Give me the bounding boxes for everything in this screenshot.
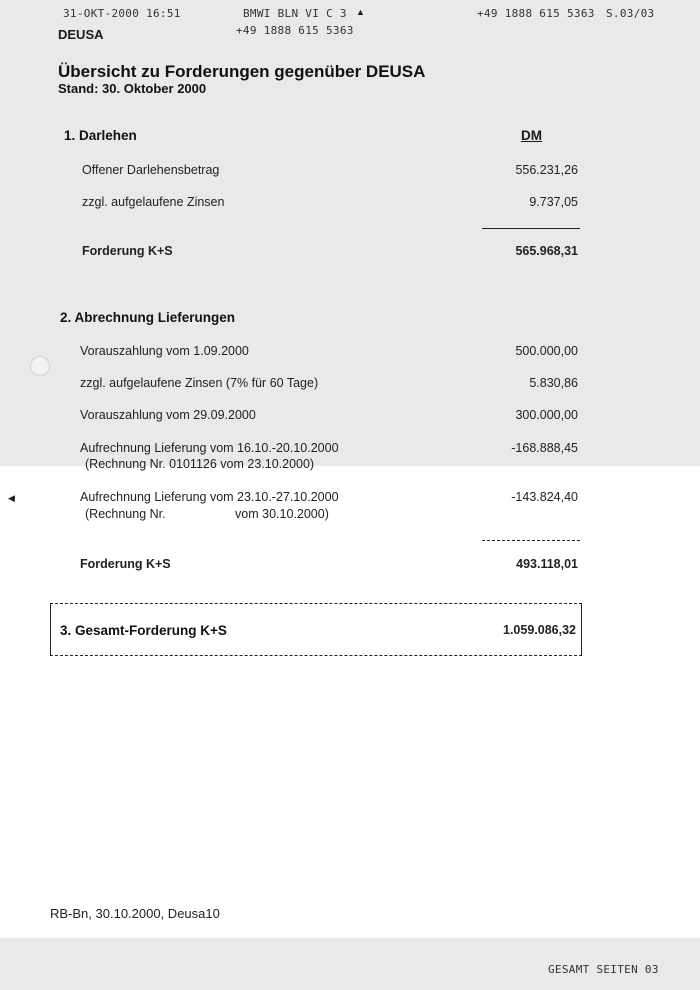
section3-heading: 3. Gesamt-Forderung K+S <box>60 623 227 638</box>
section2-row-label: Aufrechnung Lieferung vom 16.10.-20.10.2000 <box>80 441 339 455</box>
section1-row-amount: 9.737,05 <box>529 195 578 209</box>
currency-label: DM <box>521 128 542 143</box>
page-title: Übersicht zu Forderungen gegenüber DEUSA <box>58 62 426 81</box>
fax-total-pages: GESAMT SEITEN 03 <box>548 963 659 976</box>
section1-total-label: Forderung K+S <box>82 244 173 258</box>
fax-page-indicator: S.03/03 <box>606 7 655 20</box>
fax-date-time: 31-OKT-2000 16:51 <box>63 7 181 20</box>
section2-row-label: zzgl. aufgelaufene Zinsen (7% für 60 Tage) <box>80 376 319 390</box>
section2-row-amount: -143.824,40 <box>511 490 578 504</box>
section1-heading: 1. Darlehen <box>64 128 137 143</box>
section2-row-label: Aufrechnung Lieferung vom 23.10.-27.10.2000 <box>80 490 339 504</box>
section2-row-note: (Rechnung Nr. vom 30.10.2000) <box>85 507 329 521</box>
fax-sender-number-right: +49 1888 615 5363 <box>477 7 595 20</box>
section2-row-amount: 500.000,00 <box>515 344 578 358</box>
section2-row-amount: 5.830,86 <box>529 376 578 390</box>
margin-arrow-icon: ◀ <box>8 493 15 503</box>
section1-row-label: zzgl. aufgelaufene Zinsen <box>82 195 225 209</box>
section1-row-amount: 556.231,26 <box>515 163 578 177</box>
section1-total-amount: 565.968,31 <box>515 244 578 258</box>
section2-total-amount: 493.118,01 <box>516 557 578 571</box>
document-reference: RB-Bn, 30.10.2000, Deusa10 <box>50 906 220 921</box>
fax-marker-icon: ▲ <box>356 7 365 17</box>
fax-sender-number: +49 1888 615 5363 <box>236 24 354 37</box>
section2-row-label: Vorauszahlung vom 29.09.2000 <box>80 408 256 422</box>
subtotal-rule <box>482 540 580 541</box>
section3-amount: 1.059.086,32 <box>503 623 576 637</box>
page-subtitle: Stand: 30. Oktober 2000 <box>58 81 207 96</box>
subtotal-rule <box>482 228 580 229</box>
section2-total-label: Forderung K+S <box>80 557 171 571</box>
company-name: DEUSA <box>58 27 104 42</box>
section2-row-note: (Rechnung Nr. 0101126 vom 23.10.2000) <box>85 457 315 471</box>
section2-row-label: Vorauszahlung vom 1.09.2000 <box>80 344 249 358</box>
section2-row-amount: -168.888,45 <box>511 441 578 455</box>
section1-row-label: Offener Darlehensbetrag <box>82 163 220 177</box>
punch-hole-mark <box>30 356 50 376</box>
section2-heading: 2. Abrechnung Lieferungen <box>60 310 236 325</box>
section2-row-amount: 300.000,00 <box>515 408 578 422</box>
fax-sender-id: BMWI BLN VI C 3 <box>243 7 347 20</box>
